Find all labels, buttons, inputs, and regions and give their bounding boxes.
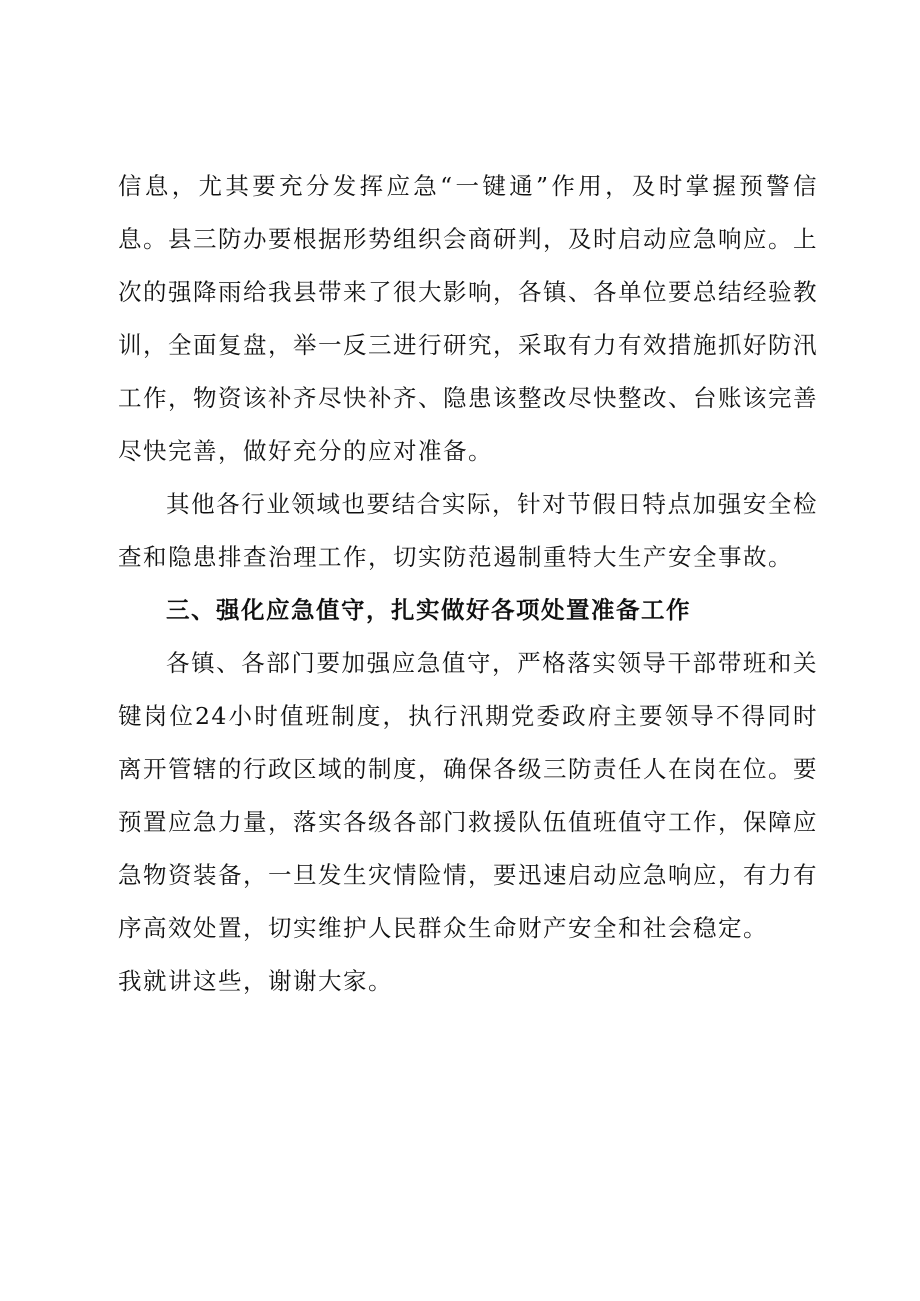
paragraph-emergency-duty: 各镇、各部门要加强应急值守，严格落实领导干部带班和关键岗位24小时值班制度，执行汛期党委政府主要领导不得同时离开管辖的行政区域的制度，确保各级三防责任人在岗在位。要预置应急力量，落实各级各部门救援队伍值班值守工作，保障应急物资装备，一旦发生灾情险情，要迅速启动应急响应，有力有序高效处置，切实维护人民群众生命财产安全和社会稳定。 <box>118 649 818 942</box>
paragraph-continuation: 信息，尤其要充分发挥应急“一键通”作用，及时掌握预警信息。县三防办要根据形势组织会商研判，及时启动应急响应。上次的强降雨给我县带来了很大影响，各镇、各单位要总结经验教训，全面复盘，举一反三进行研究，采取有力有效措施抓好防汛工作，物资该补齐尽快补齐、隐患该整改尽快整改、台账该完善尽快完善，做好充分的应对准备。 <box>118 172 818 465</box>
document-body <box>118 160 818 1008</box>
section-heading: 三、强化应急值守，扎实做好各项处置准备工作 <box>166 596 691 624</box>
closing-remark: 我就讲这些，谢谢大家。 <box>118 967 393 995</box>
paragraph-industry-safety: 其他各行业领域也要结合实际，针对节假日特点加强安全检查和隐患排查治理工作，切实防范遏制重特大生产安全事故。 <box>118 490 818 571</box>
